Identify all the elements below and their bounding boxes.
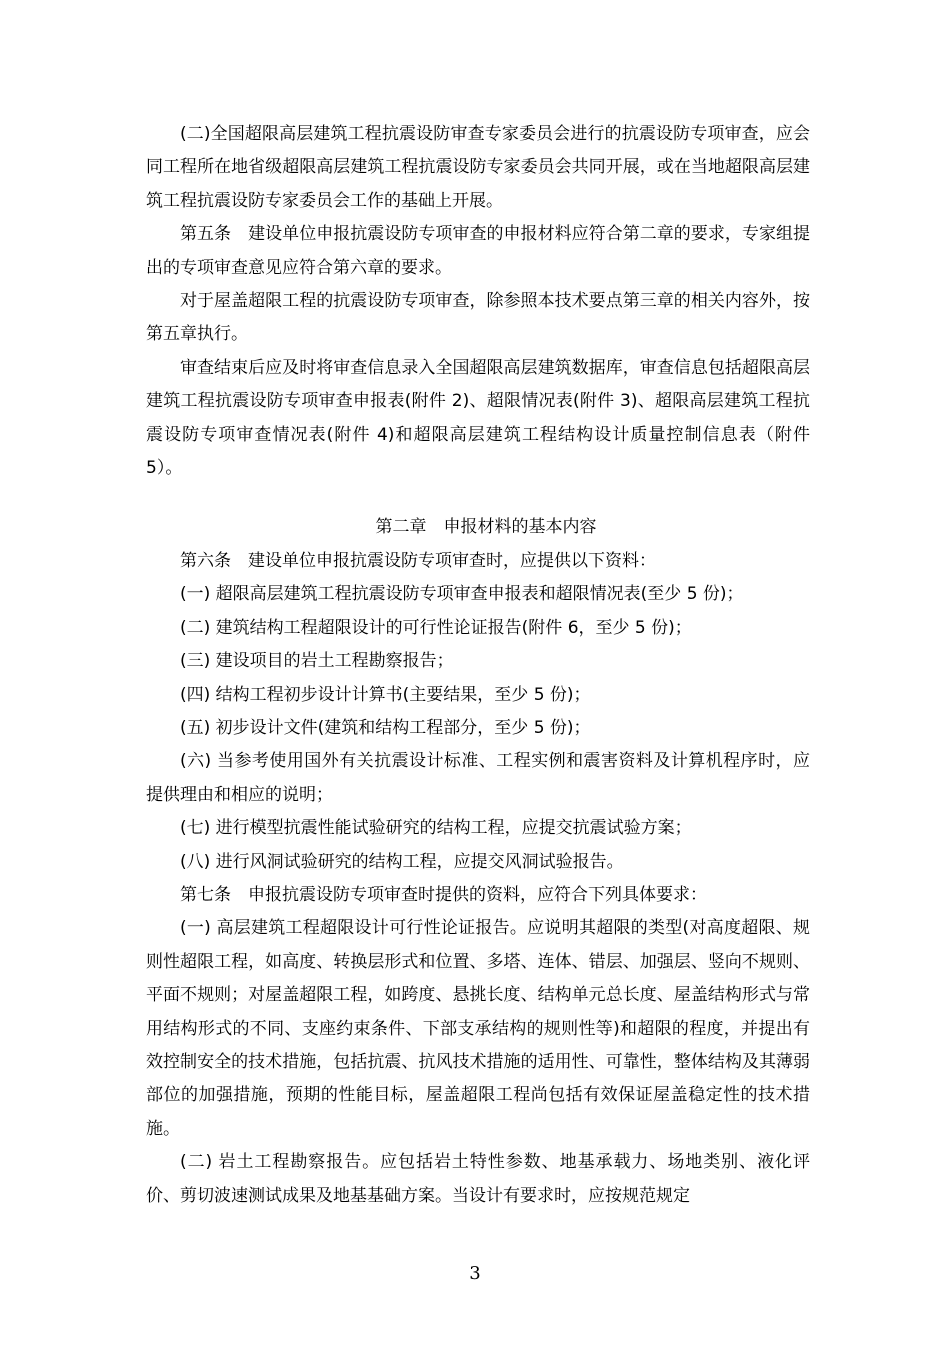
- page-number: 3: [469, 1263, 481, 1284]
- paragraph-roof-overlimit: 对于屋盖超限工程的抗震设防专项审查，除参照本技术要点第三章的相关内容外，按第五章执行。: [146, 291, 810, 345]
- list-item: (七) 进行模型抗震性能试验研究的结构工程，应提交抗震试验方案；: [180, 818, 692, 839]
- list-item: (四) 结构工程初步设计计算书(主要结果，至少 5 份)；: [180, 684, 591, 705]
- page-body: [146, 118, 810, 1213]
- list-item: (六) 当参考使用国外有关抗震设计标准、工程实例和震害资料及计算机程序时，应提供理由和相应的说明；: [146, 751, 810, 805]
- paragraph-article-5: 第五条 建设单位申报抗震设防专项审查的申报材料应符合第二章的要求，专家组提出的专项审查意见应符合第六章的要求。: [146, 224, 810, 278]
- paragraph-article-6: 第六条 建设单位申报抗震设防专项审查时，应提供以下资料：: [180, 550, 656, 571]
- list-item: (八) 进行风洞试验研究的结构工程，应提交风洞试验报告。: [180, 851, 624, 872]
- chapter-heading: 第二章 申报材料的基本内容: [375, 517, 597, 538]
- list-item: (三) 建设项目的岩土工程勘察报告；: [180, 651, 454, 672]
- list-item: (二) 建筑结构工程超限设计的可行性论证报告(附件 6，至少 5 份)；: [180, 617, 692, 638]
- list-item: (一) 高层建筑工程超限设计可行性论证报告。应说明其超限的类型(对高度超限、规则性超限工程，如高度、转换层形式和位置、多塔、连体、错层、加强层、竖向不规则、平面不规则；对屋盖超限工程，如跨度、悬挑长度、结构单元总长度、屋盖结构形式与常用结构形式的不同、支座约束条件、下部支承结构的规则性等)和超限的程度，并提出有效控制安全的技术措施，包括抗震、抗风技术措施的适用性、可靠性，整体结构及其薄弱部位的加强措施，预期的性能目标，屋盖超限工程尚包括有效保证屋盖稳定性的技术措施。: [146, 918, 810, 1139]
- paragraph-article-7: 第七条 申报抗震设防专项审查时提供的资料，应符合下列具体要求：: [180, 884, 707, 905]
- list-item: (二) 岩土工程勘察报告。应包括岩土特性参数、地基承载力、场地类别、液化评价、剪切波速测试成果及地基基础方案。当设计有要求时，应按规范规定: [146, 1152, 810, 1206]
- paragraph-review-database: 审查结束后应及时将审查信息录入全国超限高层建筑数据库，审查信息包括超限高层建筑工程抗震设防专项审查申报表(附件 2)、超限情况表(附件 3)、超限高层建筑工程抗震设防专项审查情况表(附件 4)和超限高层建筑工程结构设计质量控制信息表（附件 5）。: [146, 357, 810, 479]
- paragraph-section-2-joint-review: (二)全国超限高层建筑工程抗震设防审查专家委员会进行的抗震设防专项审查，应会同工程所在地省级超限高层建筑工程抗震设防专家委员会共同开展，或在当地超限高层建筑工程抗震设防专家委员会工作的基础上开展。: [146, 124, 810, 211]
- list-item: (五) 初步设计文件(建筑和结构工程部分，至少 5 份)；: [180, 717, 591, 738]
- list-item: (一) 超限高层建筑工程抗震设防专项审查申报表和超限情况表(至少 5 份)；: [180, 584, 744, 605]
